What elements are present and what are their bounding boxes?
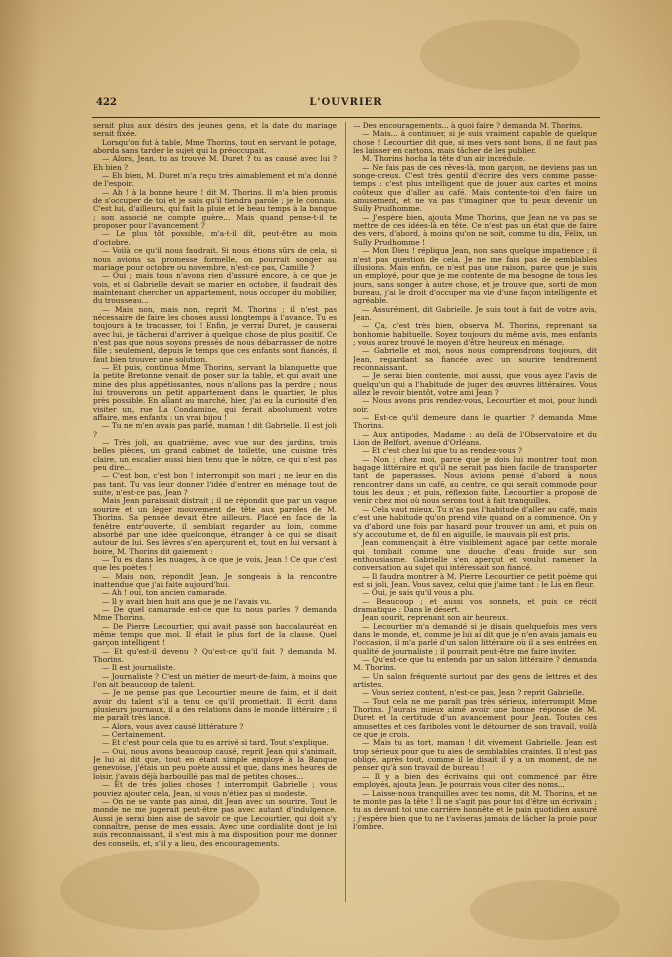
paragraph: — Il y avait bien huit ans que je ne l'avais vu.: [102, 596, 272, 606]
paragraph: — Mais tu as tort, maman ! dit vivement Gabrielle. Jean est trop sérieux pour que tu aies de semblables craintes. Il n'est pas obligé, après tout, comme il le disait il y a un moment, de ne penser qu'à son travail de bureau !: [353, 738, 597, 773]
paragraph: — Et c'est pour cela que tu es arrivé si tard. Tout s'explique.: [102, 738, 329, 748]
paragraph: — Non ; chez moi, parce que je dois lui montrer tout mon bagage littéraire et qu'il ne serait pas bien facile de transporter tant de paperasses. Nous avions pensé d'abord à nous rencontrer dans un café, au centre, ce qui serait commode pour tous les deux ; et puis, réflexion faite, Lecourtier a proposé de venir chez moi où nous serons tout à fait tranquilles.: [353, 454, 597, 506]
page-fold-shadow: [0, 0, 40, 957]
paragraph: — Et qu'est-il devenu ? Qu'est-ce qu'il fait ? demanda M. Thorins.: [93, 646, 337, 664]
paragraph: — Mais non, répondit Jean. Je songeais à la rencontre inattendue que j'ai faite aujourd'hui.: [93, 571, 337, 589]
paragraph: — Ah ! oui, ton ancien camarade.: [102, 588, 227, 598]
paragraph: — Le plus tôt possible, m'a-t-il dit, peut-être au mois d'octobre.: [93, 229, 337, 247]
paragraph: — Oui, nous avons beaucoup causé, reprit Jean qui s'animait. Je lui ai dit que, tout en étant simple employé à la Banque genevoise, j'étais un peu poète aussi et que, dans mes heures de loisir, j'avais déjà barbouillé pas mal de petites choses...: [93, 746, 337, 781]
paragraph: — C'est bon, c'est bon ! interrompit son mari ; ne leur en dis pas tant. Tu vas leur donner l'idée d'entrer en ménage tout de suite, n'est-ce pas, Jean ?: [93, 471, 337, 498]
paragraph: — De Pierre Lecourtier, qui avait passé son baccalauréat en même temps que moi. Il était le plus fort de la classe. Quel garçon intelligent !: [93, 621, 337, 648]
paragraph: — Ne fais pas de ces rêves-là, mon garçon, ne deviens pas un songe-creux. C'est très gentil d'écrire des vers comme passe-temps : c'est plus intelligent que de jouer aux cartes et moins coûteux que d'aller au café. Mais contente-toi d'en faire un amusement, et ne va pas t'imaginer que tu peux devenir un Sully Prudhomme.: [353, 162, 597, 214]
paragraph: Mais Jean paraissait distrait ; il ne répondit que par un vague sourire et un léger mouvement de tête aux paroles de M. Thorins. Sa pensée devait être ailleurs. Placé en face de la fenêtre entr'ouverte, il semblait regarder au loin, comme absorbé par une idée quelconque, étranger à ce qui se disait autour de lui. Ses lèvres s'en aperçurent et, tout en lui versant à boire, M. Thorins dit gaiement :: [93, 496, 337, 556]
paragraph: — Et de très jolies choses ! interrompit Gabrielle ; vous pouviez ajouter cela, Jean, si vous n'étiez pas si modeste.: [93, 780, 337, 798]
paragraph: Lorsqu'on fut à table, Mme Thorins, tout en servant le potage, aborda sans tarder le sujet qui la préoccupait.: [93, 137, 337, 156]
paragraph: — Vous seriez content, n'est-ce pas, Jean ? reprit Gabrielle.: [362, 688, 585, 698]
paragraph: — Beaucoup ; et aussi vos sonnets, et puis ce récit dramatique : Dans le désert.: [353, 596, 597, 614]
paragraph: M. Thorins hocha la tête d'un air incrédule.: [362, 154, 526, 164]
paragraph: — J'espère bien, ajouta Mme Thorins, que Jean ne va pas se mettre de ces idées-là en tête. Ce n'est pas un état que de faire des vers, d'abord, à moins qu'on ne soit, comme tu dis, Félix, un Sully Prudhomme !: [353, 212, 597, 247]
paragraph: Jean commençait à être visiblement agacé par cette morale qui tombait comme une douche d'eau froide sur son enthousiasme. Gabrielle s'en aperçut et voulut ramener la conversation au sujet qui intéressait son fiancé.: [353, 538, 597, 573]
paragraph: — Ça, c'est très bien, observa M. Thorins, reprenant sa bonhomie habituelle. Soyez toujours du même avis, mes enfants ; vous aurez trouvé le moyen d'être heureux en ménage.: [353, 321, 597, 347]
paper-stain: [420, 20, 580, 90]
paragraph: — Ah ! à la bonne heure ! dit M. Thorins. Il m'a bien promis de s'occuper de toi et je sais qu'il tiendra parole ; je le connais. C'est lui, d'ailleurs, qui fait la pluie et le beau temps à la banque ; son associé ne compte guère... Mais quand pense-t-il te proposer pour l'avancement ?: [93, 187, 337, 231]
paragraph: — Journaliste ? C'est un métier de meurt-de-faim, à moins que l'on ait beaucoup de talent.: [93, 671, 337, 690]
paragraph: — Je serai bien contente, moi aussi, que vous ayez l'avis de quelqu'un qui a l'habitude de juger des œuvres littéraires. Vous allez le revoir bientôt, votre ami Jean ?: [353, 371, 597, 397]
paragraph: — Assurément, dit Gabrielle. Je suis tout à fait de votre avis, Jean.: [353, 304, 597, 322]
paragraph: — Est-ce qu'il demeure dans le quartier ? demanda Mme Thorins.: [353, 413, 597, 431]
paragraph: serait plus aux désirs des jeunes gens, et la date du mariage serait fixée.: [93, 122, 337, 139]
paragraph: — Eh bien, M. Duret m'a reçu très aimablement et m'a donné de l'espoir.: [93, 171, 337, 189]
paragraph: — Mais... à continuer, si je suis vraiment capable de quelque chose ! Lecourtier dit que, si mes vers sont bons, il ne faut pas les laisser en cartons, mais tâcher de les publier.: [353, 129, 597, 156]
paragraph: — Un salon fréquenté surtout par des gens de lettres et des artistes.: [353, 671, 597, 690]
paragraph: — Très joli, au quatrième, avec vue sur des jardins, trois belles pièces, un grand cabinet de toilette, une cuisine très claire, un escalier aussi bien tenu que le nôtre, ce qui n'est pas peu dire...: [93, 438, 337, 473]
paragraph: — Mais non, mais non, reprit M. Thorins ; il n'est pas nécessaire de faire les choses aussi longtemps à l'avance. Tu es toujours à te tracasser, toi ! Enfin, je verrai Duret, je causerai avec lui, je tâcherai d'arriver à quelque chose de plus positif. Ce n'est pas que nous soyons pressés de nous débarrasser de notre fille ; seulement, depuis le temps que ces enfants sont fiancés, il faut bien trouver une solution.: [93, 304, 337, 364]
paragraph: — Lecourtier m'a demandé si je disais quelquefois mes vers dans le monde, et, comme je lui ai dit que je n'en avais jamais eu l'occasion, il m'a parlé d'un salon littéraire où il a ses entrées en qualité de journaliste ; il pourrait peut-être me faire inviter.: [353, 621, 597, 656]
page-number: 422: [96, 97, 117, 108]
paragraph: — Tout cela ne me paraît pas très sérieux, interrompit Mme Thorins. J'aurais mieux aimé avoir une bonne réponse de M. Duret et la certitude d'un avancement pour Jean. Toutes ces amusettes et ces fariboles vont le détourner de son travail, voilà ce que je crois.: [353, 696, 597, 740]
paragraph: — Laisse-nous tranquilles avec tes noms, dit M. Thorins, et ne te monte pas la tête ! Il ne s'agit pas pour toi d'être un écrivain ; tu as devant toi une carrière honnête et le pain quotidien assuré ; j'espère bien que tu ne t'aviseras jamais de lâcher la proie pour l'ombre.: [353, 788, 597, 831]
paragraph: — Alors, vous avez causé littérature ?: [102, 721, 244, 731]
paragraph: — De quel camarade est-ce que tu nous parles ? demanda Mme Thorins.: [93, 604, 337, 623]
paragraph: — On ne se vante pas ainsi, dit Jean avec un sourire. Tout le monde ne me jugerait peut-être pas avec autant d'indulgence. Aussi je serai bien aise de savoir ce que Lecourtier, qui doit s'y connaître, pense de mes essais. Avec une cordialité dont je lui suis reconnaissant, il s'est mis à ma disposition pour me donner des conseils, et, s'il y a lieu, des encouragements.: [93, 796, 337, 848]
paragraph: — Tu ne m'en avais pas parlé, maman ! dit Gabrielle. Il est joli ?: [93, 421, 337, 439]
paragraph: — Et puis, continua Mme Thorins, servant la blanquette que la petite Bretonne venait de poser sur la table, et qui avait une mine des plus appétissantes, nous n'allons pas la perdre ; nous lui trouverons un petit appartement dans le quartier, le plus près possible. En allant au marché, hier, j'ai eu la curiosité d'en visiter un, rue La Condamine, qui ferait absolument votre affaire, mes enfants : un vrai bijou !: [93, 362, 337, 423]
paragraph: — Je ne pense pas que Lecourtier meure de faim, et il doit avoir du talent s'il a tenu ce qu'il promettait. Il écrit dans plusieurs journaux, il a des relations dans le monde littéraire ; il me paraît très lancé.: [93, 688, 337, 723]
paragraph: — Oui ; mais tous n'avons rien d'assuré encore, à ce que je vois, et si Gabrielle devait se marier en octobre, il faudrait dès maintenant chercher un appartement, nous occuper du mobilier, du trousseau...: [93, 271, 337, 306]
paragraph: — Nous avons pris rendez-vous, Lecourtier et moi, pour lundi soir.: [353, 396, 597, 414]
right-column: [353, 122, 597, 904]
left-column: [93, 122, 337, 904]
header-rule: [92, 117, 600, 118]
paragraph: — Cela vaut mieux. Tu n'as pas l'habitude d'aller au café, mais c'est une habitude qu'on prend vite quand on a commencé. On y va d'abord une fois par hasard pour trouver un ami, et puis on s'y accoutume et, de fil en aiguille, le mauvais pli est pris.: [353, 504, 597, 539]
paragraph: — Il est journaliste.: [102, 663, 176, 673]
paragraph: — Et c'est chez lui que tu as rendez-vous ?: [362, 446, 522, 456]
paragraph: — Aux antipodes, Madame : au delà de l'Observatoire et du Lion de Belfort, avenue d'Orléans.: [353, 429, 597, 448]
paragraph: — Oui, je sais qu'il vous a plu.: [362, 588, 475, 598]
paragraph: — Voilà ce qu'il nous faudrait. Si nous étions sûrs de cela, si nous avions sa promesse formelle, on pourrait songer au mariage pour octobre ou novembre, n'est-ce pas, Camille ?: [93, 246, 337, 272]
paragraph: Jean sourit, reprenant son air heureux.: [362, 613, 509, 623]
paragraph: — Il faudra montrer à M. Pierre Lecourtier ce petit poème qui est si joli, Jean. Vous savez, celui que j'aime tant : le Lis en fleur.: [353, 571, 597, 589]
paragraph: — Gabrielle et moi, nous nous comprendrons toujours, dit Jean, regardant sa fiancée avec un sourire tendrement reconnaissant.: [353, 346, 597, 372]
paragraph: — Alors, Jean, tu as trouvé M. Duret ? tu as causé avec lui ? Eh bien ?: [93, 154, 337, 172]
paragraph: — Il y a bien des écrivains qui ont commencé par être employés, ajouta Jean. Je pourrais vous citer des noms...: [353, 771, 597, 790]
paragraph: — Des encouragements... à quoi faire ? demanda M. Thorins.: [353, 122, 583, 130]
column-divider: [345, 122, 346, 902]
running-title: L'OUVRIER: [309, 97, 383, 108]
paragraph: — Qu'est-ce que tu entends par un salon littéraire ? demanda M. Thorins.: [353, 655, 597, 673]
paragraph: — Certainement.: [102, 730, 166, 740]
paragraph: — Tu es dans les nuages, à ce que je vois, Jean ! Ce que c'est que les poètes !: [93, 554, 337, 573]
page-header: [96, 97, 596, 113]
paragraph: — Mon Dieu ! répliqua Jean, non sans quelque impatience ; il n'est pas question de cela. Je ne me fais pas de semblables illusions. Mais enfin, ce n'est pas une raison, parce que je suis un employé, pour que je me contente de ma besogne de tous les jours, sans songer à autre chose, et je trouve que, sorti de mon bureau, j'ai le droit d'occuper ma vie d'une façon intelligente et agréable.: [353, 246, 597, 306]
